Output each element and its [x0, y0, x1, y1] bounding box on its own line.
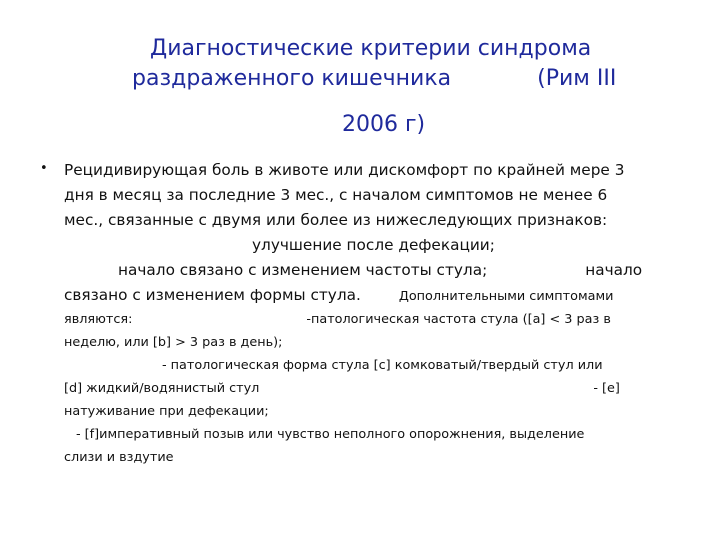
symptom-form: - патологическая форма стула [c] комковатый/твердый стул или [162, 358, 603, 373]
text-line [64, 283, 676, 308]
symptom-urgency: - [f]императивный позыв или чувство неполного опорожнения, выделение [76, 427, 585, 442]
additional-symptoms-heading: Дополнительными симптомами [398, 289, 614, 304]
title-line-1: Диагностические критерии синдрома [150, 36, 592, 61]
text-line [64, 377, 676, 400]
title-line-2-main: раздраженного кишечника [132, 66, 452, 91]
text-line [64, 423, 676, 446]
criterion-frequency: начало связано с изменением частоты стула; [118, 261, 488, 279]
text-line: дня в месяц за последние 3 мес., с началом симптомов не менее 6 [64, 186, 608, 204]
title-year: 2006 г) [342, 112, 426, 137]
criterion-form-end: связано с изменением формы стула. [64, 286, 361, 304]
bullet-mark: • [40, 161, 48, 176]
slide-title [110, 34, 670, 140]
text-line: Рецидивирующая боль в животе или дискомфорт по крайней мере 3 [64, 161, 625, 179]
symptom-e-marker: - [e] [593, 381, 620, 396]
text-line: неделю, или [b] > 3 раз в день); [64, 335, 283, 350]
criterion-form-start: начало [585, 261, 643, 279]
title-rome-criteria: (Рим III [537, 66, 617, 91]
symptom-liquid-stool: [d] жидкий/водянистый стул [64, 381, 260, 396]
text-line [64, 258, 676, 283]
text-line: слизи и вздутие [64, 450, 174, 465]
text-line [64, 233, 676, 258]
criteria-bullet [40, 158, 680, 469]
criteria-text [64, 158, 676, 469]
text-line [64, 308, 676, 331]
symptom-frequency: -патологическая частота стула ([a] < 3 раз в [306, 312, 611, 327]
title-line-2 [110, 64, 670, 94]
additional-symptoms-label: являются: [64, 312, 133, 327]
criterion-improvement: улучшение после дефекации; [252, 236, 495, 254]
text-line: мес., связанные с двумя или более из нижеследующих признаков: [64, 211, 608, 229]
text-line [64, 354, 676, 377]
text-line: натуживание при дефекации; [64, 404, 269, 419]
